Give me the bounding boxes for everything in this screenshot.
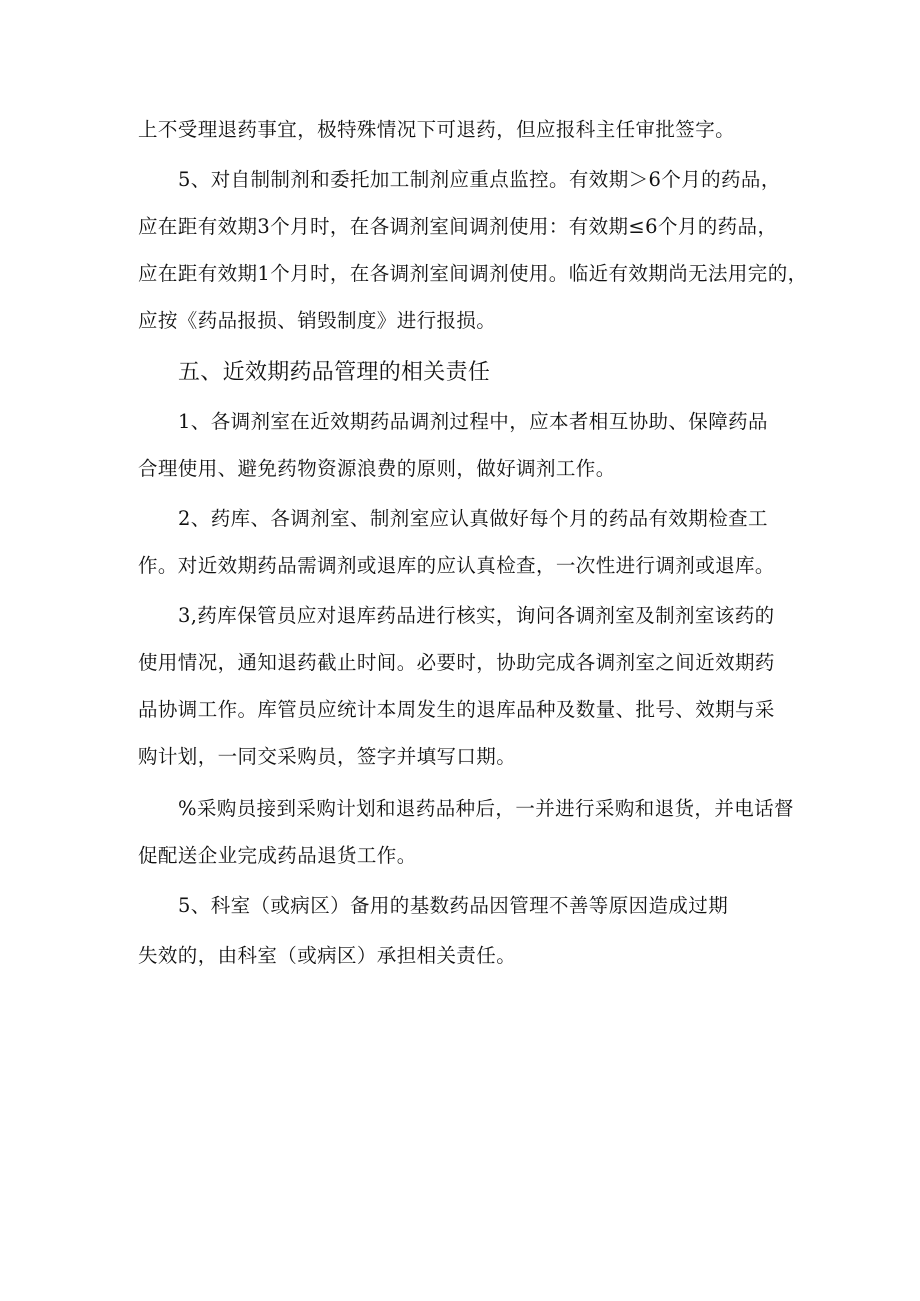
continuation-line: 上不受理退药事宜，极特殊情况下可退药，但应报科主任审批签字。 (138, 118, 736, 141)
item5-line-1: 5、对自制制剂和委托加工制剂应重点监控。有效期＞6个月的药品， (178, 168, 781, 191)
resp5-line-1: 5、科室（或病区）备用的基数药品因管理不善等原因造成过期 (178, 894, 729, 917)
resp4-line-2: 促配送企业完成药品退货工作。 (138, 844, 417, 867)
resp2-line-2: 作。对近效期药品需调剂或退库的应认真检查，一次性进行调剂或退库。 (138, 554, 775, 577)
section-heading: 五、近效期药品管理的相关责任 (178, 360, 491, 385)
item5-line-3: 应在距有效期1个月时，在各调剂室间调剂使用。临近有效期尚无法用完的， (138, 262, 808, 285)
item5-line-2: 应在距有效期3个月时，在各调剂室间调剂使用：有效期≤6个月的药品， (138, 215, 778, 238)
resp1-line-2: 合理使用、避免药物资源浪费的原则，做好调剂工作。 (138, 457, 616, 480)
resp3-line-1: 3,药库保管员应对退库药品进行核实，询问各调剂室及制剂室该药的 (178, 604, 775, 627)
item5-line-4: 应按《药品报损、销毁制度》进行报损。 (138, 309, 497, 332)
resp5-line-2: 失效的，由科室（或病区）承担相关责任。 (138, 944, 517, 967)
resp1-line-1: 1、各调剂室在近效期药品调剂过程中，应本者相互协助、保障药品 (178, 410, 768, 433)
resp3-line-4: 购计划，一同交采购员，签字并填写口期。 (138, 745, 517, 768)
resp3-line-3: 品协调工作。库管员应统计本周发生的退库品种及数量、批号、效期与采 (138, 698, 775, 721)
resp2-line-1: 2、药库、各调剂室、制剂室应认真做好每个月的药品有效期检查工 (178, 507, 768, 530)
resp4-line-1: %采购员接到采购计划和退药品种后，一并进行采购和退货，并电话督 (178, 797, 794, 820)
resp3-line-2: 使用情况，通知退药截止时间。必要时，协助完成各调剂室之间近效期药 (138, 651, 775, 674)
